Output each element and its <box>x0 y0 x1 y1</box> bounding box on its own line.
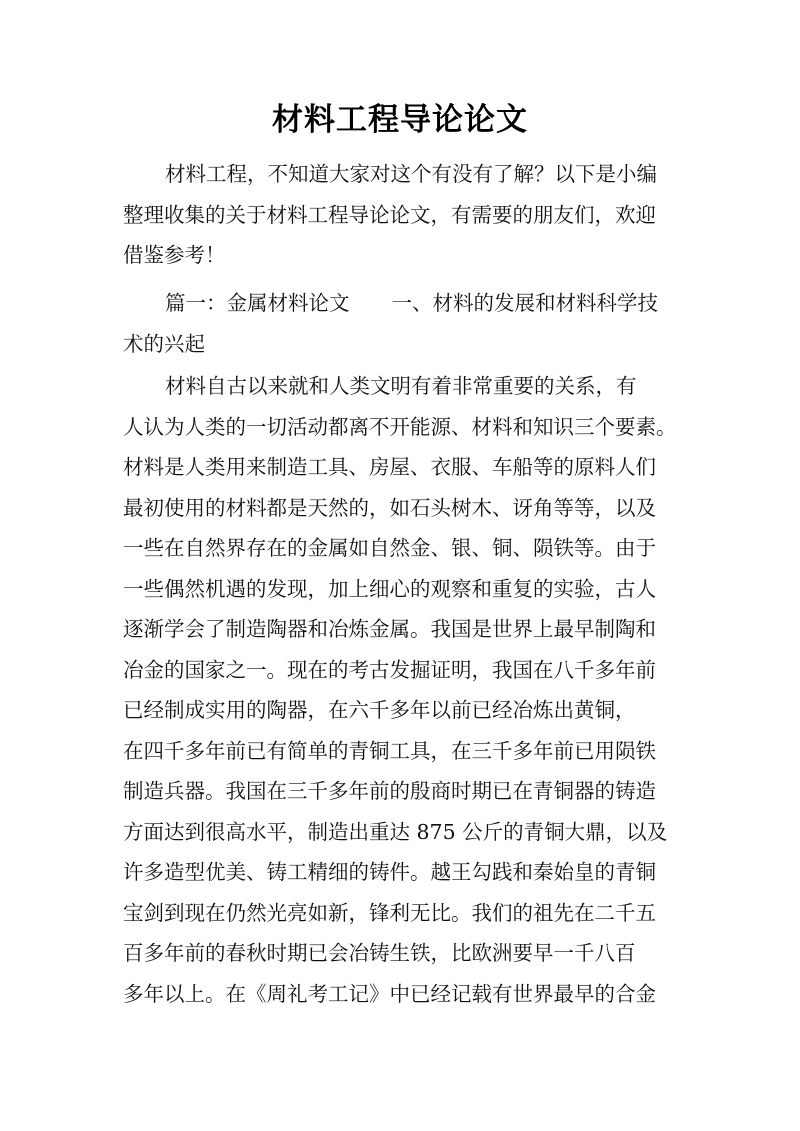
document-title: 材料工程导论论文 <box>272 102 528 138</box>
intro-line: 材料工程，不知道大家对这个有没有了解？以下是小编 <box>165 162 657 186</box>
section-heading <box>123 283 683 364</box>
body-line: 材料自古以来就和人类文明有着非常重要的关系，有 <box>165 374 637 398</box>
body-line: 最初使用的材料都是天然的，如石头树木、讶角等等，以及 <box>123 495 656 520</box>
intro-paragraph <box>123 154 683 276</box>
body-line: 在四千多年前已有简单的青铜工具，在三千多年前已用陨铁 <box>123 738 656 763</box>
body-line: 多年以上。在《周礼考工记》中已经记载有世界最早的合金 <box>123 981 656 1006</box>
body-line: 方面达到很高水平，制造出重达 875 公斤的青铜大鼎，以及 <box>123 819 668 844</box>
body-line: 许多造型优美、铸工精细的铸件。越王勾践和秦始皇的青铜 <box>123 860 656 884</box>
body-line: 宝剑到现在仍然光亮如新，锋利无比。我们的祖先在二千五 <box>123 900 656 925</box>
body-paragraph <box>123 366 683 1014</box>
body-line: 百多年前的春秋时期已会冶铸生铁，比欧洲要早一千八百 <box>123 941 636 965</box>
body-line: 制造兵器。我国在三千多年前的殷商时期已在青铜器的铸造 <box>123 779 656 803</box>
body-line: 冶金的国家之一。现在的考古发掘证明，我国在八千多年前 <box>123 657 656 682</box>
body-line: 逐渐学会了制造陶器和冶炼金属。我国是世界上最早制陶和 <box>123 617 656 641</box>
body-line: 材料是人类用来制造工具、房屋、衣服、车船等的原料人们 <box>123 455 656 479</box>
section-heading-label: 篇一：金属材料论文 <box>165 291 350 315</box>
intro-line: 整理收集的关于材料工程导论论文，有需要的朋友们，欢迎 <box>123 202 656 227</box>
section-heading-line: 术的兴起 <box>123 331 205 356</box>
section-heading-line <box>123 283 683 324</box>
body-line: 已经制成实用的陶器，在六千多年以前已经冶炼出黄铜， <box>123 698 636 722</box>
intro-line: 借鉴参考！ <box>123 243 226 267</box>
body-line: 人认为人类的一切活动都离不开能源、材料和知识三个要素。 <box>123 414 677 439</box>
body-line: 一些在自然界存在的金属如自然金、银、铜、陨铁等。由于 <box>123 536 656 560</box>
section-heading-subtitle: 一、材料的发展和材料科学技 <box>391 291 658 315</box>
body-line: 一些偶然机遇的发现，加上细心的观察和重复的实验，古人 <box>123 576 656 601</box>
